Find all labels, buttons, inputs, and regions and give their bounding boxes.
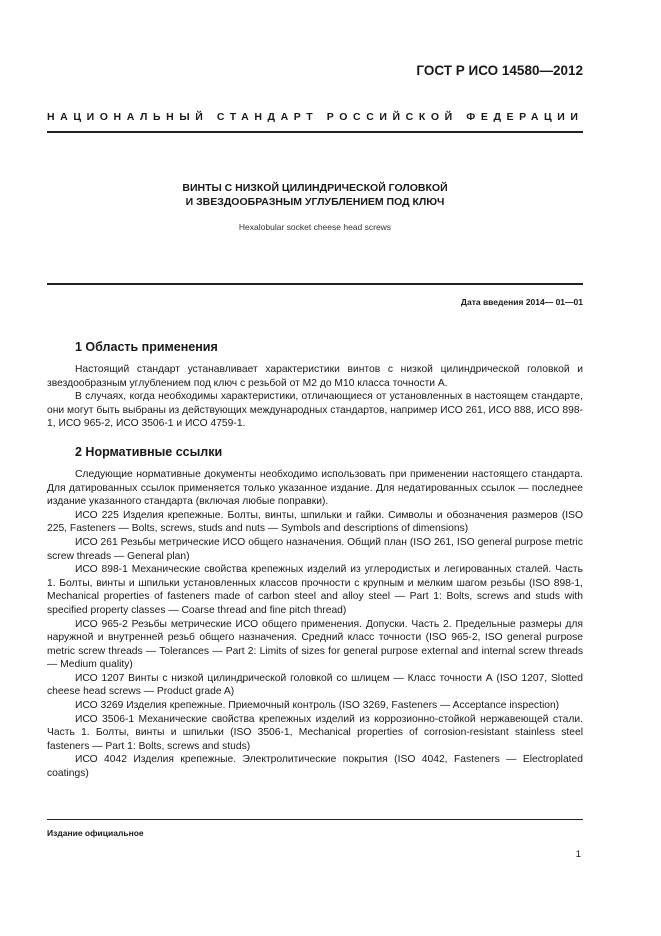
document-code: ГОСТ Р ИСО 14580—2012 [416,63,583,78]
section-1-paragraph: В случаях, когда необходимы характеристики, отличающиеся от установленных в настоящем стандарте, они могут быть выбраны из действующих международных стандартов, например ИСО 261, ИСО 888, ИСО 898-1, ИСО 965-2, ИСО 3506-1 и ИСО 4759-1. [47,391,583,430]
title-line-2: И ЗВЕЗДООБРАЗНЫМ УГЛУБЛЕНИЕМ ПОД КЛЮЧ [185,196,445,208]
top-divider [47,131,583,133]
title-line-1: ВИНТЫ С НИЗКОЙ ЦИЛИНДРИЧЕСКОЙ ГОЛОВКОЙ [182,182,448,194]
reference-iso-1207: ИСО 1207 Винты с низкой цилиндрической головкой со шлицем — Класс точности А (ISO 1207, Slotted cheese head screws — Product grade A) [47,672,583,698]
reference-iso-898-1: ИСО 898-1 Механические свойства крепежных изделий из углеродистых и легированных сталей. Часть 1. Болты, винты и шпильки установленных классов прочности с крупным и мелким шагом резьбы (ISO 898-1, Mechanical properties of fasteners made of carbon steel and alloy steel — Part 1: Bolts, screws and studs with specified property classes — Coarse thread and fine pitch thread) [47,564,583,616]
national-standard-banner: НАЦИОНАЛЬНЫЙ СТАНДАРТ РОССИЙСКОЙ ФЕДЕРАЦИИ [47,111,584,123]
footer-divider [47,819,583,820]
reference-iso-225: ИСО 225 Изделия крепежные. Болты, винты, шпильки и гайки. Символы и обозначения размеров (ISO 225, Fasteners — Bolts, screws, studs and nuts — Symbols and descriptions of dimensions) [47,509,583,535]
section-1-heading: 1 Область применения [75,340,218,354]
official-edition-label: Издание официальное [47,828,144,838]
english-title: Hexalobular socket cheese head screws [238,222,392,232]
reference-iso-261: ИСО 261 Резьбы метрические ИСО общего назначения. Общий план (ISO 261, ISO general purpose metric screw threads — General plan) [47,536,583,562]
section-2-heading: 2 Нормативные ссылки [75,444,223,459]
reference-iso-965-2: ИСО 965-2 Резьбы метрические ИСО общего применения. Допуски. Часть 2. Предельные размеры для наружной и внутренней резьб общего назначения. Средний класс точности (ISO 965-2, ISO general purpose metric screw threads — Tolerances — Part 2: Limits of sizes for general purpose external and internal screw threads — Medium quality) [47,618,583,671]
introduction-date: Дата введения 2014— 01—01 [460,297,583,307]
page-number: 1 [575,849,581,860]
section-1-paragraph: Настоящий стандарт устанавливает характеристики винтов с низкой цилиндрической головкой и звездообразным углублением под ключ с резьбой от М2 до М10 класса точности А. [47,364,583,389]
document-body [47,339,583,781]
document-title [47,181,583,209]
section-2-paragraph: Следующие нормативные документы необходимо использовать при применении настоящего стандарта. Для датированных ссылок применяется только указанное издание. Для недатированных ссылок — последнее издание указанного стандарта (включая любые поправки). [47,468,583,508]
reference-iso-4042: ИСО 4042 Изделия крепежные. Электролитические покрытия (ISO 4042, Fasteners — Electroplated coatings) [47,754,583,780]
reference-iso-3269: ИСО 3269 Изделия крепежные. Приемочный контроль (ISO 3269, Fasteners — Acceptance inspection) [75,700,560,712]
middle-divider [47,283,583,285]
reference-iso-3506-1: ИСО 3506-1 Механические свойства крепежных изделий из коррозионно-стойкой нержавеющей стали. Часть 1. Болты, винты и шпильки (ISO 3506-1, Mechanical properties of corrosion-resistant stainless steel fasteners — Part 1: Bolts, screws and studs) [47,713,583,752]
